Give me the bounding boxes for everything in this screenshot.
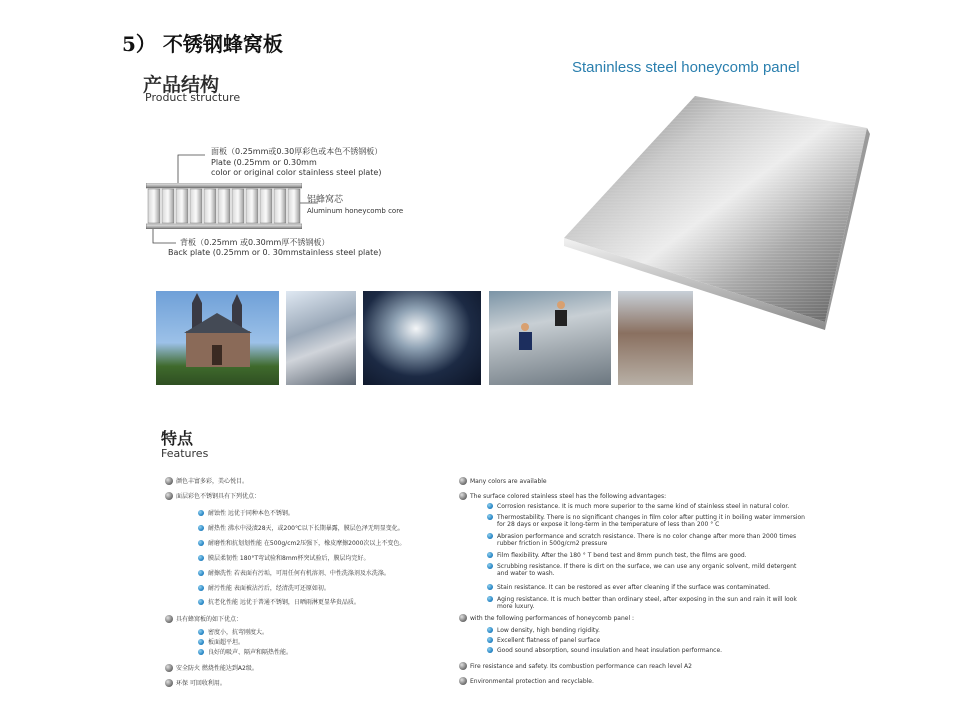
feature-en-subitem: Film flexibility. After the 180 ° T bend test and 8mm punch test, the films are good. — [497, 552, 747, 559]
grey-bullet-icon — [459, 614, 467, 622]
blue-bullet-icon — [487, 563, 493, 569]
grey-bullet-icon — [165, 492, 173, 500]
feature-cn-item: 环保 可回收利用。 — [176, 680, 226, 687]
blue-bullet-icon — [198, 540, 204, 546]
plate-label-en-2: color or original color stainless steel plate) — [211, 168, 382, 177]
feature-cn-subitem: 耐蚀性 远优于同种本色不锈钢。 — [208, 510, 294, 517]
feature-cn-subitem: 良好的吸声、隔声和隔热性能。 — [208, 649, 292, 656]
feature-en-subitem: Aging resistance. It is much better than ordinary steel, after exposing in the sun and rain it will look more luxury. — [497, 596, 807, 610]
church-building-photo — [156, 291, 279, 385]
core-label-cn: 铝蜂窝芯 — [307, 195, 344, 205]
blue-bullet-icon — [198, 639, 204, 645]
plate-label-cn: 面板（0.25mm或0.30厚彩色或本色不锈钢板） — [211, 147, 383, 156]
grey-bullet-icon — [459, 677, 467, 685]
feature-en-subitem: Excellent flatness of panel surface — [497, 637, 600, 644]
feature-cn-subitem: 耐热性 沸水中浸渍28天，或200℃以下长期暴露，膜层色泽无明显变化。 — [208, 525, 404, 532]
steel-sculpture-photo — [363, 291, 481, 385]
feature-en-subitem: Scrubbing resistance. If there is dirt on the surface, we can use any organic solvent, mild detergent and water to wash. — [497, 563, 807, 577]
church-icon — [156, 291, 279, 385]
feature-cn-subitem: 耐磨性和抗划划性能 在500g/cm2压强下，橡皮摩擦2000次以上不变色。 — [208, 540, 405, 547]
blue-bullet-icon — [487, 596, 493, 602]
structure-heading-cn: 产品结构 — [143, 74, 220, 96]
feature-en-subitem: Stain resistance. It can be restored as ever after cleaning if the surface was contaminated. — [497, 584, 770, 591]
grey-bullet-icon — [459, 492, 467, 500]
feature-en-item: with the following performances of honeycomb panel : — [470, 615, 634, 622]
grey-bullet-icon — [459, 662, 467, 670]
back-plate-label-cn: 背板（0.25mm 或0.30mm厚不锈钢板） — [180, 238, 330, 247]
panel-title: Staninless steel honeycomb panel — [572, 59, 800, 76]
grey-bullet-icon — [165, 664, 173, 672]
curved-building-photo — [618, 291, 693, 385]
blue-bullet-icon — [198, 585, 204, 591]
features-heading-en: Features — [161, 447, 209, 460]
feature-en-item: Environmental protection and recyclable. — [470, 678, 594, 685]
feature-cn-subitem: 板面超平坦。 — [208, 639, 244, 646]
feature-cn-item: 面层彩色不锈钢具有下列优点： — [176, 493, 260, 500]
feature-en-item: The surface colored stainless steel has the following advantages: — [470, 493, 666, 500]
blue-bullet-icon — [487, 584, 493, 590]
feature-en-subitem: Corrosion resistance. It is much more superior to the same kind of stainless steel in natural color. — [497, 503, 789, 510]
feature-en-subitem: Low density, high bending rigidity. — [497, 627, 600, 634]
plate-label-en-1: Plate (0.25mm or 0.30mm — [211, 158, 317, 167]
feature-cn-item: 具有蜂窝板的如下优点： — [176, 616, 242, 623]
core-label-en: Aluminum honeycomb core — [307, 207, 404, 215]
blue-bullet-icon — [198, 629, 204, 635]
feature-cn-item: 安全防火 燃烧性能达到A2级。 — [176, 665, 258, 672]
blue-bullet-icon — [198, 555, 204, 561]
blue-bullet-icon — [487, 647, 493, 653]
feature-en-item: Many colors are available — [470, 478, 547, 485]
feature-cn-subitem: 膜层柔韧性 180°T弯试验和8mm杯突试验后，膜层均完好。 — [208, 555, 370, 562]
feature-cn-subitem: 密度小，抗弯刚度大。 — [208, 629, 268, 636]
feature-cn-subitem: 耐污性能 表面被沾污后，经清洗可还原如初。 — [208, 585, 330, 592]
blue-bullet-icon — [487, 637, 493, 643]
structure-heading-en: Product structure — [145, 91, 241, 104]
honeycomb-sandwich-illustration — [146, 183, 302, 229]
feature-cn-subitem: 耐擦洗性 若表面有污垢，可用任何有机溶剂、中性洗涤剂及水洗涤。 — [208, 570, 390, 577]
blue-bullet-icon — [487, 627, 493, 633]
feature-cn-subitem: 抗老化性能 远优于普通不锈钢，日晒雨淋更显华贵品质。 — [208, 599, 360, 606]
slide-title: 5） 不锈钢蜂窝板 — [122, 32, 283, 56]
blue-bullet-icon — [198, 649, 204, 655]
roof-workers-photo — [489, 291, 611, 385]
blue-bullet-icon — [487, 514, 493, 520]
blue-bullet-icon — [198, 510, 204, 516]
grey-bullet-icon — [459, 477, 467, 485]
feature-en-subitem: Good sound absorption, sound insulation and heat insulation performance. — [497, 647, 722, 654]
workers-icon — [489, 291, 611, 385]
blue-bullet-icon — [487, 503, 493, 509]
grey-bullet-icon — [165, 477, 173, 485]
blue-bullet-icon — [198, 525, 204, 531]
blue-bullet-icon — [198, 570, 204, 576]
blue-bullet-icon — [487, 552, 493, 558]
feature-cn-item: 颜色丰富多彩，美心悦目。 — [176, 478, 248, 485]
feature-en-subitem: Thermostability. There is no significant changes in film color after putting it in boiling water immersion for 28 days or expose it long-term in the temperature of less than 200 ° C — [497, 514, 807, 528]
back-plate-label-en: Back plate (0.25mm or 0. 30mmstainless steel plate) — [168, 248, 382, 257]
blue-bullet-icon — [487, 533, 493, 539]
feature-en-subitem: Abrasion performance and scratch resistance. There is no color change after more than 2000 times rubber friction in 500g/cm2 pressure — [497, 533, 807, 547]
grey-bullet-icon — [165, 679, 173, 687]
steel-facade-photo — [286, 291, 356, 385]
blue-bullet-icon — [198, 599, 204, 605]
features-heading-cn: 特点 — [161, 429, 194, 448]
grey-bullet-icon — [165, 615, 173, 623]
feature-en-item: Fire resistance and safety. Its combustion performance can reach level A2 — [470, 663, 692, 670]
